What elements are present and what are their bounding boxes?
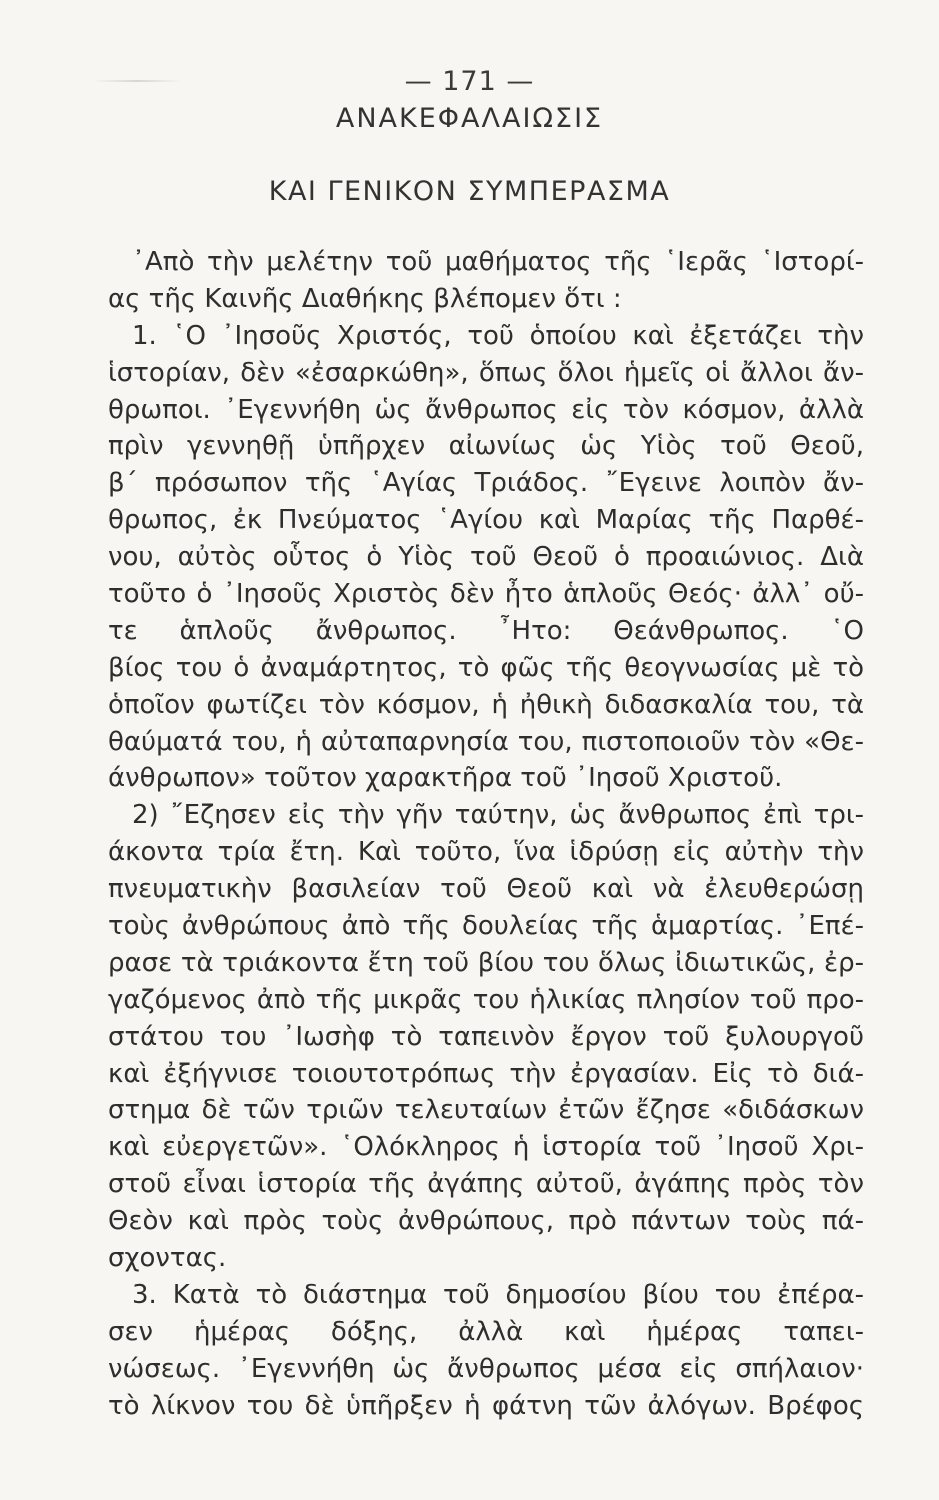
text-line: β΄ πρόσωπον τῆς ῾Αγίας Τριάδος. ῎Εγεινε λοιπὸν ἄν- (108, 468, 864, 499)
text-line: βίος του ὁ ἀναμάρτητος, τὸ φῶς τῆς θεογνωσίας μὲ τὸ (108, 652, 864, 683)
text-line: ὁποῖον φωτίζει τὸν κόσμον, ἡ ἠθικὴ διδασκαλία του, τὰ (108, 689, 864, 720)
text-line: σχοντας. (108, 1243, 227, 1274)
text-line: ας τῆς Καινῆς Διαθήκης βλέπομεν ὅτι : (108, 283, 622, 314)
section-subtitle: ΚΑΙ ΓΕΝΙΚΟΝ ΣΥΜΠΕΡΑΣΜΑ (268, 176, 671, 207)
text-line: άκοντα τρία ἔτη. Καὶ τοῦτο, ἵνα ἱδρύσῃ εἰς αὐτὴν τὴν (108, 837, 864, 868)
body-text (108, 244, 864, 1425)
text-line: νώσεως. ᾿Εγεννήθη ὡς ἄνθρωπος μέσα εἰς σπήλαιον· (108, 1353, 864, 1384)
text-line: γαζόμενος ἀπὸ τῆς μικρᾶς του ἡλικίας πλησίον τοῦ προ- (108, 984, 864, 1015)
page-number: — 171 — (404, 66, 535, 97)
text-line: 3. Κατὰ τὸ διάστημα τοῦ δημοσίου βίου του ἐπέρα- (132, 1279, 864, 1310)
text-line: νου, αὐτὸς οὗτος ὁ Υἱὸς τοῦ Θεοῦ ὁ προαιώνιος. Διὰ (108, 542, 864, 573)
text-line: τὸ λίκνον του δὲ ὑπῆρξεν ἡ φάτνη τῶν ἀλόγων. Βρέφος (108, 1390, 864, 1421)
text-line: θρωπος, ἐκ Πνεύματος ῾Αγίου καὶ Μαρίας τῆς Παρθέ- (108, 505, 864, 536)
text-line: ᾿Απὸ τὴν μελέτην τοῦ μαθήματος τῆς ῾Ιερᾶς ῾Ιστορί- (132, 247, 864, 277)
text-line: Θεὸν καὶ πρὸς τοὺς ἀνθρώπους, πρὸ πάντων τοὺς πά- (108, 1206, 864, 1237)
text-line: πρὶν γεννηθῇ ὑπῆρχεν αἰωνίως ὡς Υἱὸς τοῦ Θεοῦ, (108, 431, 864, 462)
text-line: ρασε τὰ τριάκοντα ἔτη τοῦ βίου του ὅλως ἰδιωτικῶς, ἐρ- (108, 947, 864, 978)
text-line: πνευματικὴν βασιλείαν τοῦ Θεοῦ καὶ νὰ ἐλευθερώσῃ (108, 874, 864, 905)
text-line: καὶ ἐξήγνισε τοιουτοτρόπως τὴν ἐργασίαν. Εἰς τὸ διά- (108, 1058, 864, 1089)
text-line: 1. ῾Ο ᾿Ιησοῦς Χριστός, τοῦ ὁποίου καὶ ἐξετάζει τὴν (132, 320, 864, 351)
section-title: ΑΝΑΚΕΦΑΛΑΙΩΣΙΣ (335, 103, 604, 134)
text-line: θαύματά του, ἡ αὐταπαρνησία του, πιστοποιοῦν τὸν «Θε- (108, 726, 864, 757)
text-line: τοῦτο ὁ ᾿Ιησοῦς Χριστὸς δὲν ἦτο ἁπλοῦς Θεός· ἀλλ᾿ οὔ- (108, 579, 864, 610)
text-line: ἱστορίαν, δὲν «ἐσαρκώθη», ὅπως ὅλοι ἡμεῖς οἱ ἄλλοι ἄν- (108, 357, 864, 388)
text-line: στάτου του ᾿Ιωσὴφ τὸ ταπεινὸν ἔργον τοῦ ξυλουργοῦ (108, 1021, 864, 1052)
text-line: στοῦ εἶναι ἱστορία τῆς ἀγάπης αὐτοῦ, ἀγάπης πρὸς τὸν (108, 1169, 864, 1200)
text-line: άνθρωπον» τοῦτον χαρακτῆρα τοῦ ᾿Ιησοῦ Χριστοῦ. (108, 763, 783, 794)
text-line: στημα δὲ τῶν τριῶν τελευταίων ἐτῶν ἔζησε «διδάσκων (108, 1095, 864, 1126)
text-line: τε ἁπλοῦς ἄνθρωπος. ῏Ητο: Θεάνθρωπος. ῾Ο (108, 615, 864, 646)
text-line: θρωποι. ᾿Εγεννήθη ὡς ἄνθρωπος εἰς τὸν κόσμον, ἀλλὰ (108, 394, 864, 425)
text-line: 2) ῎Εζησεν εἰς τὴν γῆν ταύτην, ὡς ἄνθρωπος ἐπὶ τρι- (132, 800, 864, 831)
text-line: καὶ εὐεργετῶν». ῾Ολόκληρος ἡ ἱστορία τοῦ ᾿Ιησοῦ Χρι- (108, 1132, 864, 1163)
text-line: σεν ἡμέρας δόξης, ἀλλὰ καὶ ἡμέρας ταπει- (108, 1316, 864, 1347)
text-line: τοὺς ἀνθρώπους ἀπὸ τῆς δουλείας τῆς ἁμαρτίας. ᾿Επέ- (108, 911, 864, 942)
